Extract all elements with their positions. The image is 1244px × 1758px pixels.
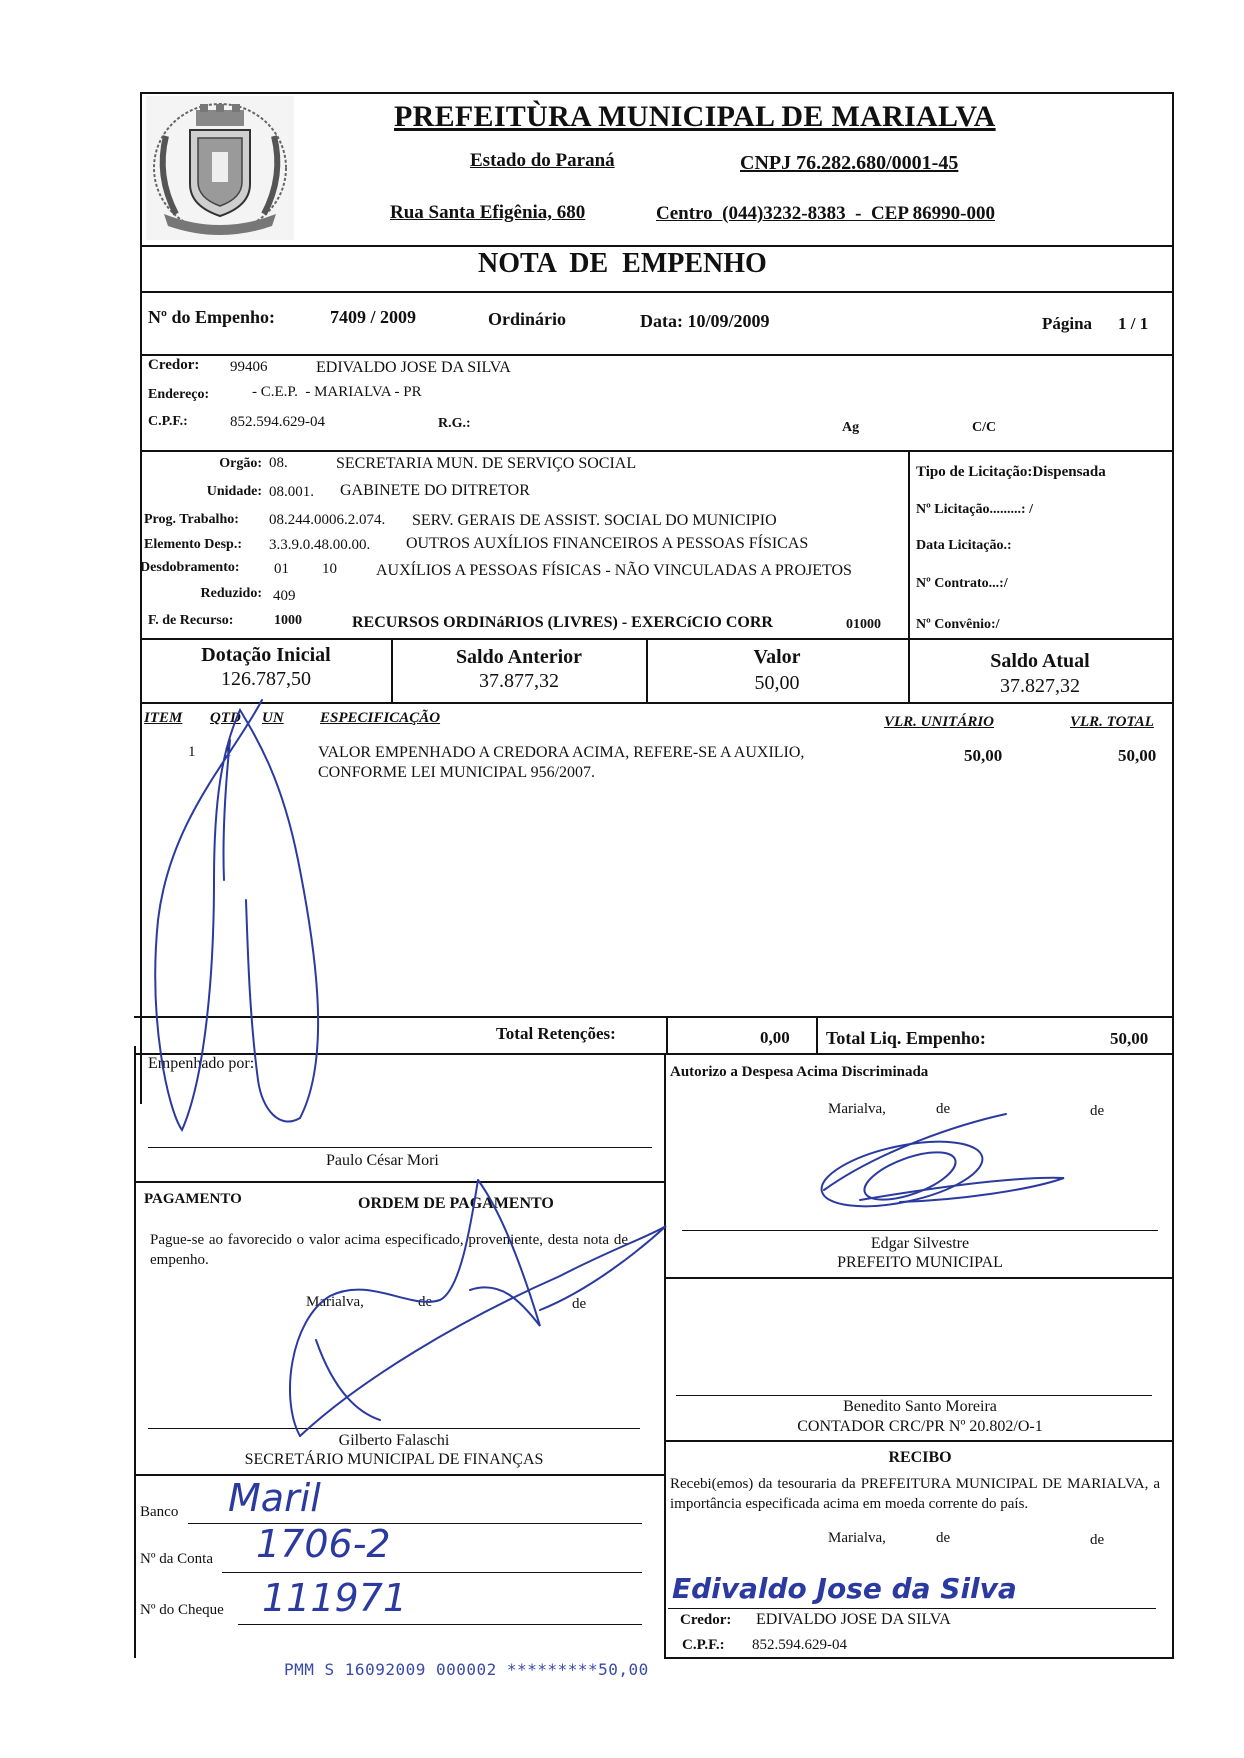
totals-bottom-line (134, 1053, 1172, 1055)
dotacao-value: 126.787,50 (221, 668, 311, 690)
autorizo-de-2: de (1090, 1103, 1105, 1119)
elemento-label: Elemento Desp.: (144, 537, 242, 552)
col-un: UN (262, 710, 284, 726)
credor-code: 99406 (230, 359, 268, 375)
autorizo-label: Autorizo a Despesa Acima Discriminada (670, 1064, 929, 1080)
totals-divider-1 (666, 1016, 668, 1053)
credor-label: Credor: (148, 357, 200, 373)
elemento-name: OUTROS AUXÍLIOS FINANCEIROS A PESSOAS FÍSICAS (406, 535, 809, 552)
credor-name: EDIVALDO JOSE DA SILVA (316, 359, 511, 376)
municipality-title: PREFEITÙRA MUNICIPAL DE MARIALVA (394, 100, 996, 133)
item-description-1: VALOR EMPENHADO A CREDORA ACIMA, REFERE-SE A AUXILIO, (318, 744, 805, 761)
lower-left-border (134, 1046, 136, 1658)
orgao-name: SECRETARIA MUN. DE SERVIÇO SOCIAL (336, 455, 637, 472)
tipo-licitacao: Tipo de Licitação:Dispensada (916, 464, 1106, 480)
recibo-signature-line (668, 1608, 1156, 1609)
coat-of-arms-logo (146, 96, 294, 240)
autorizo-de-1: de (936, 1101, 951, 1117)
prog-code: 08.244.0006.2.074. (269, 512, 386, 528)
outer-right-border (1172, 92, 1174, 1659)
conta-line (222, 1572, 642, 1573)
cheque-value: 111971 (262, 1576, 408, 1620)
recibo-de-2: de (1090, 1532, 1105, 1548)
machine-stamp: PMM S 16092009 000002 *********50,00 (284, 1660, 649, 1679)
recibo-cpf-label: C.P.F.: (682, 1637, 725, 1653)
reduzido-label: Reduzido: (200, 586, 262, 601)
outer-bottom-border (664, 1657, 1172, 1659)
retencoes-label: Total Retenções: (496, 1024, 616, 1043)
prog-name: SERV. GERAIS DE ASSIST. SOCIAL DO MUNICIPIO (412, 512, 777, 529)
title-divider (140, 291, 1172, 293)
desdobramento-code-1: 01 (274, 561, 289, 577)
item-number: 1 (188, 744, 196, 760)
bank-divider (134, 1474, 664, 1476)
unidade-name: GABINETE DO DITRETOR (340, 482, 530, 499)
recurso-code-2: 01000 (846, 617, 881, 632)
numero-convenio: Nº Convênio:/ (916, 617, 1000, 632)
district-phone-cep: Centro (044)3232-8383 - CEP 86990-000 (656, 203, 995, 224)
retencoes-value: 0,00 (760, 1028, 790, 1047)
contador-divider (664, 1440, 1172, 1442)
recibo-place: Marialva, (828, 1530, 886, 1546)
conta-value: 1706-2 (256, 1522, 391, 1566)
empenho-type: Ordinário (488, 309, 567, 329)
desdobramento-name: AUXÍLIOS A PESSOAS FÍSICAS - NÃO VINCULADAS A PROJETOS (376, 562, 852, 579)
unidade-label: Unidade: (206, 484, 262, 499)
page-label: Página (1042, 314, 1093, 333)
liquido-value: 50,00 (1110, 1029, 1149, 1048)
desdobramento-code-2: 10 (322, 561, 337, 577)
autorizo-place: Marialva, (828, 1101, 886, 1117)
orgao-label: Orgão: (219, 456, 262, 471)
banco-label: Banco (140, 1504, 179, 1520)
empenhado-signature-line (148, 1147, 652, 1148)
info-divider (140, 354, 1172, 356)
col-item: ITEM (144, 710, 183, 726)
page-number: 1 / 1 (1118, 314, 1149, 333)
header-divider (140, 245, 1172, 247)
cc-label: C/C (972, 420, 997, 435)
cnpj: CNPJ 76.282.680/0001-45 (740, 152, 959, 174)
cheque-label: Nº do Cheque (140, 1602, 224, 1618)
totals-top-line (134, 1016, 1172, 1018)
state-name: Estado do Paraná (470, 150, 615, 171)
recurso-name: RECURSOS ORDINáRIOS (LIVRES) - EXERCíCIO CORR (352, 614, 773, 631)
orgao-code: 08. (269, 455, 288, 471)
desdobramento-label: Desdobramento: (140, 560, 240, 575)
contador-name: Benedito Santo Moreira (843, 1398, 997, 1415)
recibo-cpf-value: 852.594.629-04 (752, 1637, 847, 1653)
valor-label: Valor (753, 646, 801, 668)
item-description-2: CONFORME LEI MUNICIPAL 956/2007. (318, 764, 596, 781)
center-divider (664, 1053, 666, 1658)
reduzido-value: 409 (273, 588, 296, 604)
numero-contrato: Nº Contrato...:/ (916, 576, 1008, 591)
prefeito-title: PREFEITO MUNICIPAL (837, 1254, 1003, 1271)
saldo-atual-value: 37.827,32 (1000, 675, 1080, 697)
endereco-label: Endereço: (148, 387, 210, 402)
recurso-label: F. de Recurso: (148, 613, 234, 628)
pagamento-de-1: de (418, 1294, 433, 1310)
secretario-title: SECRETÁRIO MUNICIPAL DE FINANÇAS (244, 1451, 544, 1468)
col-especificacao: ESPECIFICAÇÃO (320, 710, 441, 726)
contador-title: CONTADOR CRC/PR Nº 20.802/O-1 (797, 1418, 1043, 1435)
liquido-label: Total Liq. Empenho: (826, 1028, 986, 1048)
saldo-anterior-value: 37.877,32 (479, 670, 559, 692)
empenhado-label: Empenhado por: (148, 1055, 255, 1072)
recibo-de-1: de (936, 1530, 951, 1546)
numero-licitacao: Nº Licitação.........: / (916, 502, 1033, 517)
totals-divider-2 (816, 1016, 818, 1053)
conta-label: Nº da Conta (140, 1551, 213, 1567)
credor-signature: Edivaldo Jose da Silva (672, 1572, 1017, 1605)
secretario-signature-line (148, 1428, 640, 1429)
empenho-number: 7409 / 2009 (330, 307, 417, 327)
empenho-date: Data: 10/09/2009 (640, 311, 770, 331)
outer-top-border (140, 92, 1172, 94)
pagamento-label: PAGAMENTO (144, 1191, 242, 1207)
contador-signature-line (676, 1395, 1152, 1396)
recibo-text: Recebi(emos) da tesouraria da PREFEITURA MUNICIPAL DE MARIALVA, a importância especificada acima em moeda corrente do país. (670, 1476, 1160, 1513)
pagamento-place: Marialva, (306, 1294, 364, 1310)
balance-divider (140, 702, 1172, 704)
col-total-value: VLR. TOTAL (1070, 714, 1154, 730)
pagamento-divider (134, 1181, 664, 1183)
prefeito-signature-line (682, 1230, 1158, 1231)
cpf-value: 852.594.629-04 (230, 414, 325, 430)
col-qtd: QTD (210, 710, 241, 726)
unidade-code: 08.001. (269, 484, 314, 500)
empenhado-name: Paulo César Mori (326, 1152, 439, 1169)
data-licitacao: Data Licitação.: (916, 538, 1012, 553)
prefeito-divider (664, 1277, 1172, 1279)
elemento-code: 3.3.9.0.48.00.00. (269, 537, 371, 553)
prog-label: Prog. Trabalho: (144, 512, 239, 527)
valor-value: 50,00 (754, 672, 800, 694)
secretario-name: Gilberto Falaschi (338, 1432, 450, 1449)
outer-left-border (140, 92, 142, 1104)
banco-value: Maril (228, 1476, 321, 1520)
document-title: NOTA DE EMPENHO (478, 248, 767, 279)
recibo-label: RECIBO (888, 1449, 952, 1466)
cheque-line (238, 1624, 642, 1625)
empenho-label: Nº do Empenho: (148, 307, 275, 327)
rg-label: R.G.: (438, 416, 471, 431)
cpf-label: C.P.F.: (148, 414, 188, 429)
dotacao-label: Dotação Inicial (201, 644, 331, 666)
ordem-pagamento-text: Pague-se ao favorecido o valor acima especificado, proveniente, desta nota de empenho. (150, 1232, 628, 1269)
saldo-atual-label: Saldo Atual (990, 650, 1090, 672)
col-unit-value: VLR. UNITÁRIO (884, 714, 995, 730)
item-qty: 1 (224, 744, 232, 760)
recibo-credor-name: EDIVALDO JOSE DA SILVA (756, 1611, 951, 1628)
recibo-credor-label: Credor: (680, 1612, 732, 1628)
street-address: Rua Santa Efigênia, 680 (390, 202, 586, 223)
ordem-pagamento-label: ORDEM DE PAGAMENTO (358, 1195, 554, 1212)
item-unit-value: 50,00 (964, 746, 1003, 765)
ag-label: Ag (842, 420, 860, 435)
endereco-value: - C.E.P. - MARIALVA - PR (252, 384, 422, 400)
item-total-value: 50,00 (1118, 746, 1157, 765)
classification-divider (140, 638, 1172, 640)
prefeito-name: Edgar Silvestre (870, 1235, 970, 1252)
credor-divider (140, 450, 1172, 452)
pagamento-de-2: de (572, 1296, 587, 1312)
saldo-anterior-label: Saldo Anterior (455, 646, 583, 668)
recurso-code: 1000 (274, 613, 302, 628)
